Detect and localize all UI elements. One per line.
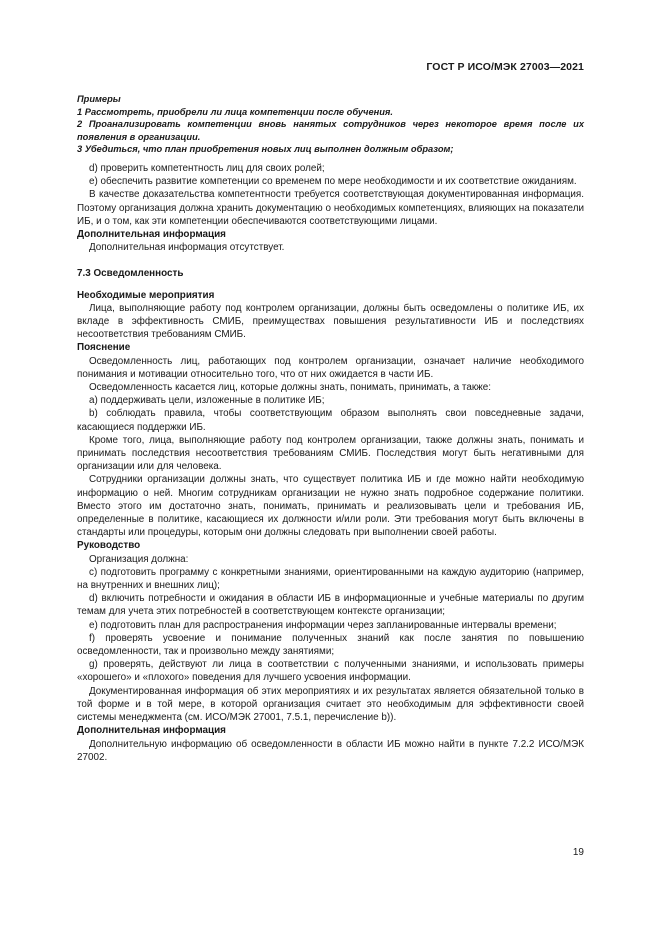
list-item: a) поддерживать цели, изложенные в политике ИБ; — [89, 395, 325, 407]
list-item: d) проверить компетентность лиц для своих ролей; — [89, 162, 325, 174]
subheading: Дополнительная информация — [77, 228, 226, 240]
examples-item: 2 Проанализировать компетенции вновь нанятых сотрудников через некоторое время после их появления в организации. — [77, 119, 584, 142]
body-paragraph: В качестве доказательства компетентности требуется соответствующая документированная информация. Поэтому организация должна хранить документацию о необходимых компетенциях, влияющих на показатели ИБ, и о том, как эти компетенции обеспечиваются соответствующими лицами. — [77, 189, 584, 227]
body-paragraph: Документированная информация об этих мероприятиях и их результатах является обязательной только в той форме и в той мере, в которой организация считает это необходимым для эффективности своей системы менеджмента (см. ИСО/МЭК 27001, 7.5.1, перечисление b)). — [77, 685, 584, 724]
list-item: c) подготовить программу с конкретными знаниями, ориентированными на каждую аудиторию (например, на внутренних и внешних лиц); — [77, 566, 584, 592]
body-paragraph: Осведомленность лиц, работающих под контролем организации, означает наличие необходимого понимания и мотивации относительно того, что от них ожидается в части ИБ. — [77, 355, 584, 380]
subheading: Необходимые мероприятия — [77, 289, 215, 301]
body-paragraph: Дополнительная информация отсутствует. — [89, 242, 285, 254]
list-item: e) подготовить план для распространения информации через запланированные интервалы времени; — [89, 619, 557, 631]
subheading: Пояснение — [77, 342, 131, 354]
list-item: g) проверять, действуют ли лица в соответствии с полученными знаниями, и использовать примеры «хорошего» и «плохого» поведения для лучшего усвоения информации. — [77, 659, 584, 684]
list-item: f) проверять усвоение и понимание полученных знаний как после занятия по повышению осведомленности, так и произвольно между занятиями; — [77, 632, 584, 658]
body-paragraph: Кроме того, лица, выполняющие работу под контролем организации, также должны знать, понимать и принимать последствия несоответствия требованиям СМИБ. Последствия могут быть негативными для организации или для человека. — [77, 434, 584, 473]
subheading: Руководство — [77, 540, 141, 552]
body-paragraph: Сотрудники организации должны знать, что существует политика ИБ и где можно найти необходимую информацию о ней. Многим сотрудникам организации не нужно знать подробное содержание политики. Вместо этого им достаточно знать, понимать, принимать и реализовывать цели и требования ИБ, определенные в политике, касающиеся их должности и/или роли. Эти требования могут быть включены в стандарты или процедуры, которым они должны следовать при выполнении своей работы. — [77, 474, 584, 539]
examples-note — [77, 93, 584, 156]
document-id-header: ГОСТ Р ИСО/МЭК 27003—2021 — [426, 61, 584, 73]
list-item: d) включить потребности и ожидания в области ИБ в информационные и учебные материалы по другим темам для учета этих потребностей в соответствующем контексте организации; — [77, 593, 584, 618]
body-paragraph: Организация должна: — [89, 553, 189, 565]
list-item: b) соблюдать правила, чтобы соответствующим образом выполнять свои повседневные задачи, касающиеся поддержки ИБ. — [77, 408, 584, 433]
page-content — [77, 93, 584, 764]
examples-item: 1 Рассмотреть, приобрели ли лица компетенции после обучения. — [77, 106, 393, 117]
body-paragraph: Осведомленность касается лиц, которые должны знать, понимать, принимать, а также: — [89, 382, 491, 394]
examples-item: 3 Убедиться, что план приобретения новых лиц выполнен должным образом; — [77, 144, 454, 155]
examples-title: Примеры — [77, 94, 121, 104]
body-paragraph: Лица, выполняющие работу под контролем организации, должны быть осведомлены о политике ИБ, их вкладе в эффективность СМИБ, преимуществах повышения результативности ИБ и последствиях несоответствия требованиям СМИБ. — [77, 302, 584, 341]
list-item: e) обеспечить развитие компетенции со временем по мере необходимости и их соответствие ожиданиям. — [89, 176, 577, 188]
page-number: 19 — [572, 847, 584, 858]
body-paragraph: Дополнительную информацию об осведомленности в области ИБ можно найти в пункте 7.2.2 ИСО/МЭК 27002. — [77, 738, 584, 763]
subheading: Дополнительная информация — [77, 725, 226, 737]
section-title: 7.3 Осведомленность — [77, 268, 184, 280]
